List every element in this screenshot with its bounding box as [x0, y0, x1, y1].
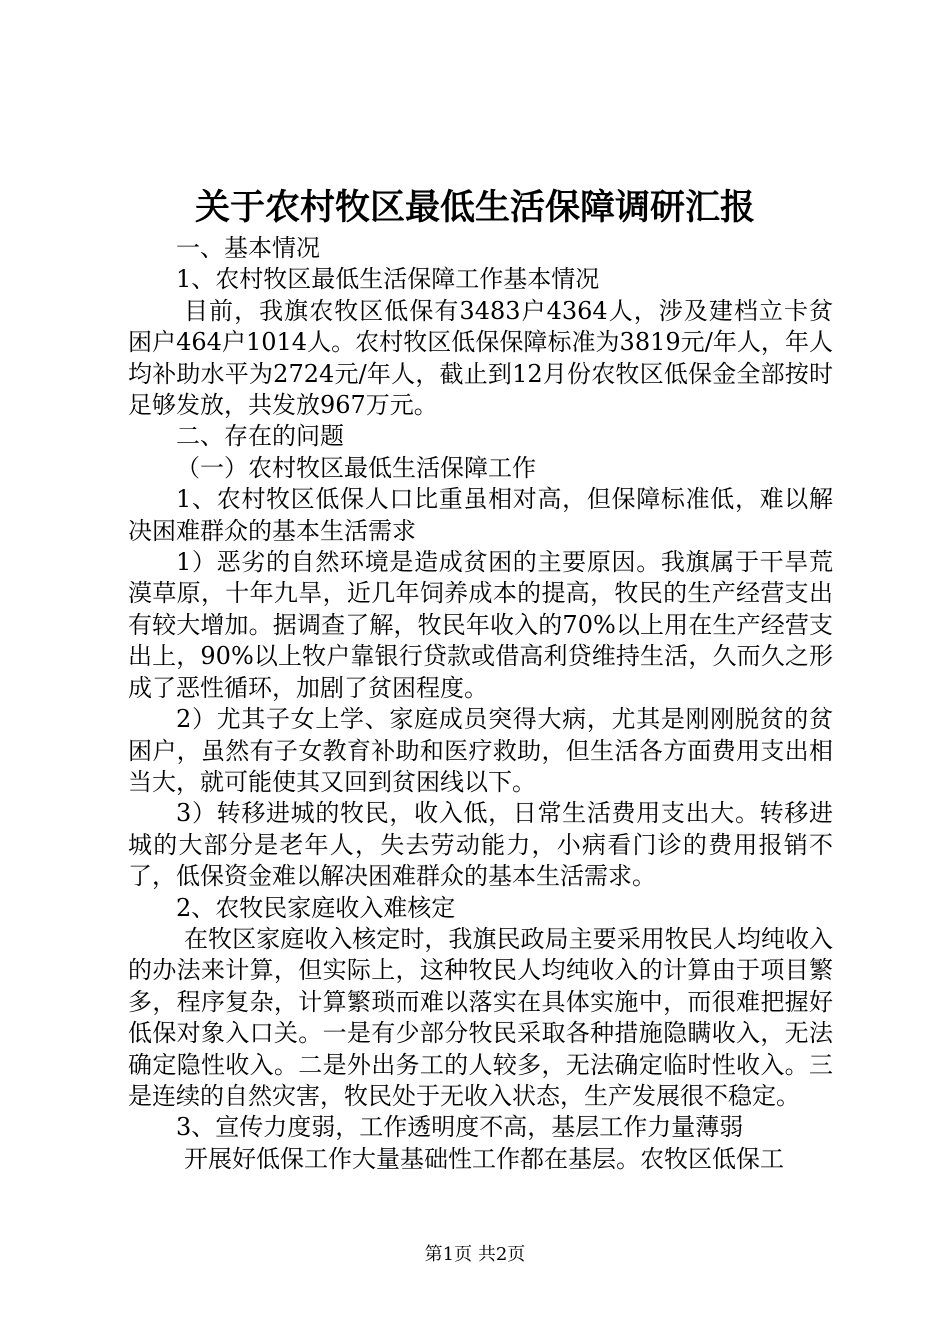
subsection-heading: （一）农村牧区最低生活保障工作 — [176, 453, 536, 482]
body-paragraph: 1）恶劣的自然环境是造成贫困的主要原因。我旗属于干旱荒漠草原，十年九旱，近几年饲养成本的提高，牧民的生产经营支出有较大增加。据调查了解，牧民年收入的70%以上用在生产经营支出上，90%以上牧户靠银行贷款或借高利贷维持生活，久而久之形成了恶性循环，加剧了贫困程度。 — [128, 548, 833, 702]
body-paragraph: 在牧区家庭收入核定时，我旗民政局主要采用牧民人均纯收入的办法来计算，但实际上，这种牧民人均纯收入的计算由于项目繁多，程序复杂，计算繁琐而难以落实在具体实施中，而很难把握好低保对象入口关。一是有少部分牧民采取各种措施隐瞒收入，无法确定隐性收入。二是外出务工的人较多，无法确定临时性收入。三是连续的自然灾害，牧民处于无收入状态，生产发展很不稳定。 — [128, 924, 833, 1110]
body-paragraph: 目前，我旗农牧区低保有3483户4364人，涉及建档立卡贫困户464户1014人。农村牧区低保保障标准为3819元/年人，年人均补助水平为2724元/年人，截止到12月份农牧区低保金全部按时足够发放，共发放967万元。 — [128, 296, 833, 420]
body-paragraph: 开展好低保工作大量基础性工作都在基层。农牧区低保工 — [184, 1144, 784, 1173]
document-body — [128, 233, 833, 1175]
body-paragraph: 3）转移进城的牧民，收入低，日常生活费用支出大。转移进城的大部分是老年人，失去劳动能力，小病看门诊的费用报销不了，低保资金难以解决困难群众的基本生活需求。 — [128, 799, 833, 891]
subsection-heading: 3、宣传力度弱，工作透明度不高，基层工作力量薄弱 — [176, 1113, 744, 1142]
subsection-heading: 1、农村牧区最低生活保障工作基本情况 — [176, 265, 600, 294]
subsection-heading: 1、农村牧区低保人口比重虽相对高，但保障标准低，难以解决困难群众的基本生活需求 — [128, 485, 833, 545]
body-paragraph: 2）尤其子女上学、家庭成员突得大病，尤其是刚刚脱贫的贫困户，虽然有子女教育补助和医疗救助，但生活各方面费用支出相当大，就可能使其又回到贫困线以下。 — [128, 705, 833, 796]
subsection-heading: 2、农牧民家庭收入难核定 — [176, 893, 456, 922]
section-heading-problems: 二、存在的问题 — [176, 422, 344, 451]
document-title: 关于农村牧区最低生活保障调研汇报 — [194, 187, 755, 228]
page-footer: 第1页 共2页 — [424, 1244, 526, 1265]
section-heading-basic-situation: 一、基本情况 — [176, 234, 320, 262]
